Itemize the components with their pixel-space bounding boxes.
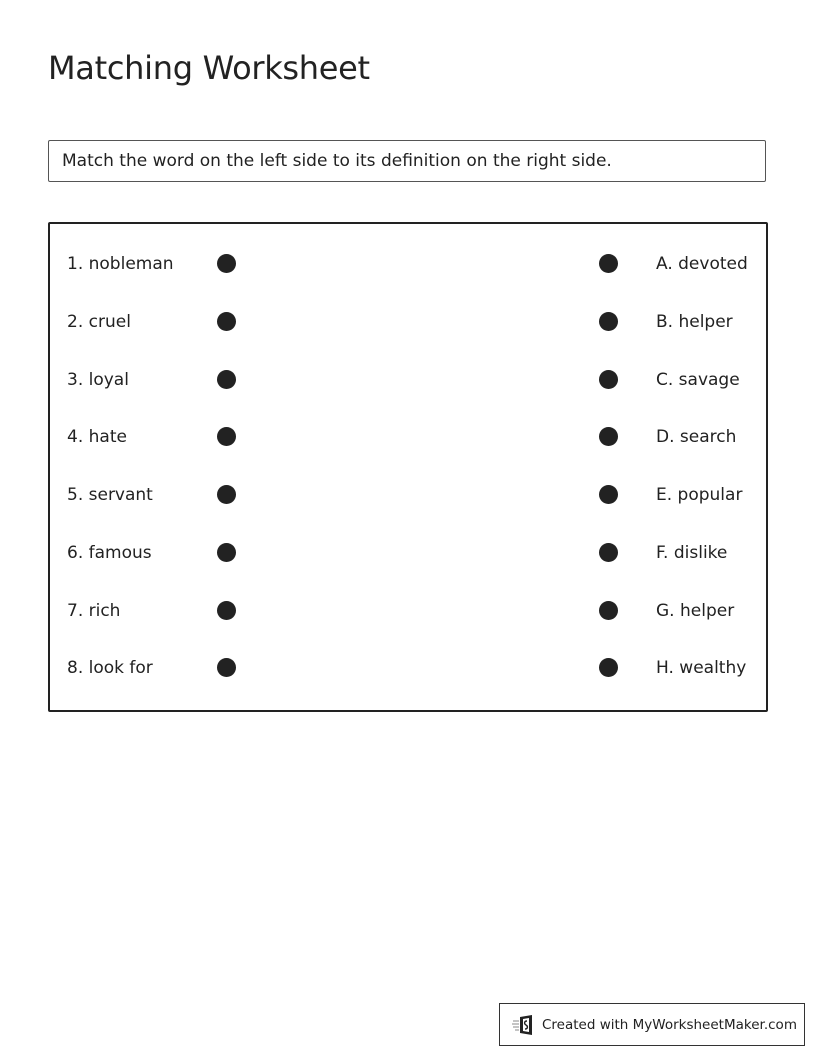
worksheet-maker-logo-icon xyxy=(512,1013,536,1037)
left-connector-dot[interactable] xyxy=(217,601,236,620)
right-definition: D. search xyxy=(656,427,737,447)
match-row xyxy=(50,307,766,337)
right-definition: G. helper xyxy=(656,601,735,621)
right-definition: H. wealthy xyxy=(656,658,747,678)
left-connector-dot[interactable] xyxy=(217,427,236,446)
left-connector-dot[interactable] xyxy=(217,658,236,677)
left-word: 3. loyal xyxy=(67,370,129,390)
match-row xyxy=(50,249,766,279)
left-connector-dot[interactable] xyxy=(217,543,236,562)
right-connector-dot[interactable] xyxy=(599,254,618,273)
match-row xyxy=(50,480,766,510)
right-connector-dot[interactable] xyxy=(599,370,618,389)
right-definition: E. popular xyxy=(656,485,743,505)
left-connector-dot[interactable] xyxy=(217,370,236,389)
left-word: 2. cruel xyxy=(67,312,131,332)
right-definition: B. helper xyxy=(656,312,733,332)
left-word: 4. hate xyxy=(67,427,127,447)
right-connector-dot[interactable] xyxy=(599,312,618,331)
match-row xyxy=(50,538,766,568)
badge-text: Created with MyWorksheetMaker.com xyxy=(542,1016,797,1033)
right-definition: F. dislike xyxy=(656,543,728,563)
page-title: Matching Worksheet xyxy=(48,49,370,87)
left-connector-dot[interactable] xyxy=(217,254,236,273)
left-connector-dot[interactable] xyxy=(217,485,236,504)
instructions-box: Match the word on the left side to its definition on the right side. xyxy=(48,140,766,182)
right-connector-dot[interactable] xyxy=(599,601,618,620)
left-word: 7. rich xyxy=(67,601,121,621)
left-word: 5. servant xyxy=(67,485,153,505)
match-row xyxy=(50,653,766,683)
right-definition: A. devoted xyxy=(656,254,748,274)
left-word: 8. look for xyxy=(67,658,153,678)
match-row xyxy=(50,365,766,395)
left-word: 1. nobleman xyxy=(67,254,174,274)
right-connector-dot[interactable] xyxy=(599,485,618,504)
created-with-badge[interactable] xyxy=(499,1003,805,1046)
right-connector-dot[interactable] xyxy=(599,543,618,562)
match-row xyxy=(50,422,766,452)
right-definition: C. savage xyxy=(656,370,740,390)
matching-area xyxy=(48,222,768,712)
right-connector-dot[interactable] xyxy=(599,427,618,446)
left-word: 6. famous xyxy=(67,543,152,563)
right-connector-dot[interactable] xyxy=(599,658,618,677)
left-connector-dot[interactable] xyxy=(217,312,236,331)
match-row xyxy=(50,596,766,626)
